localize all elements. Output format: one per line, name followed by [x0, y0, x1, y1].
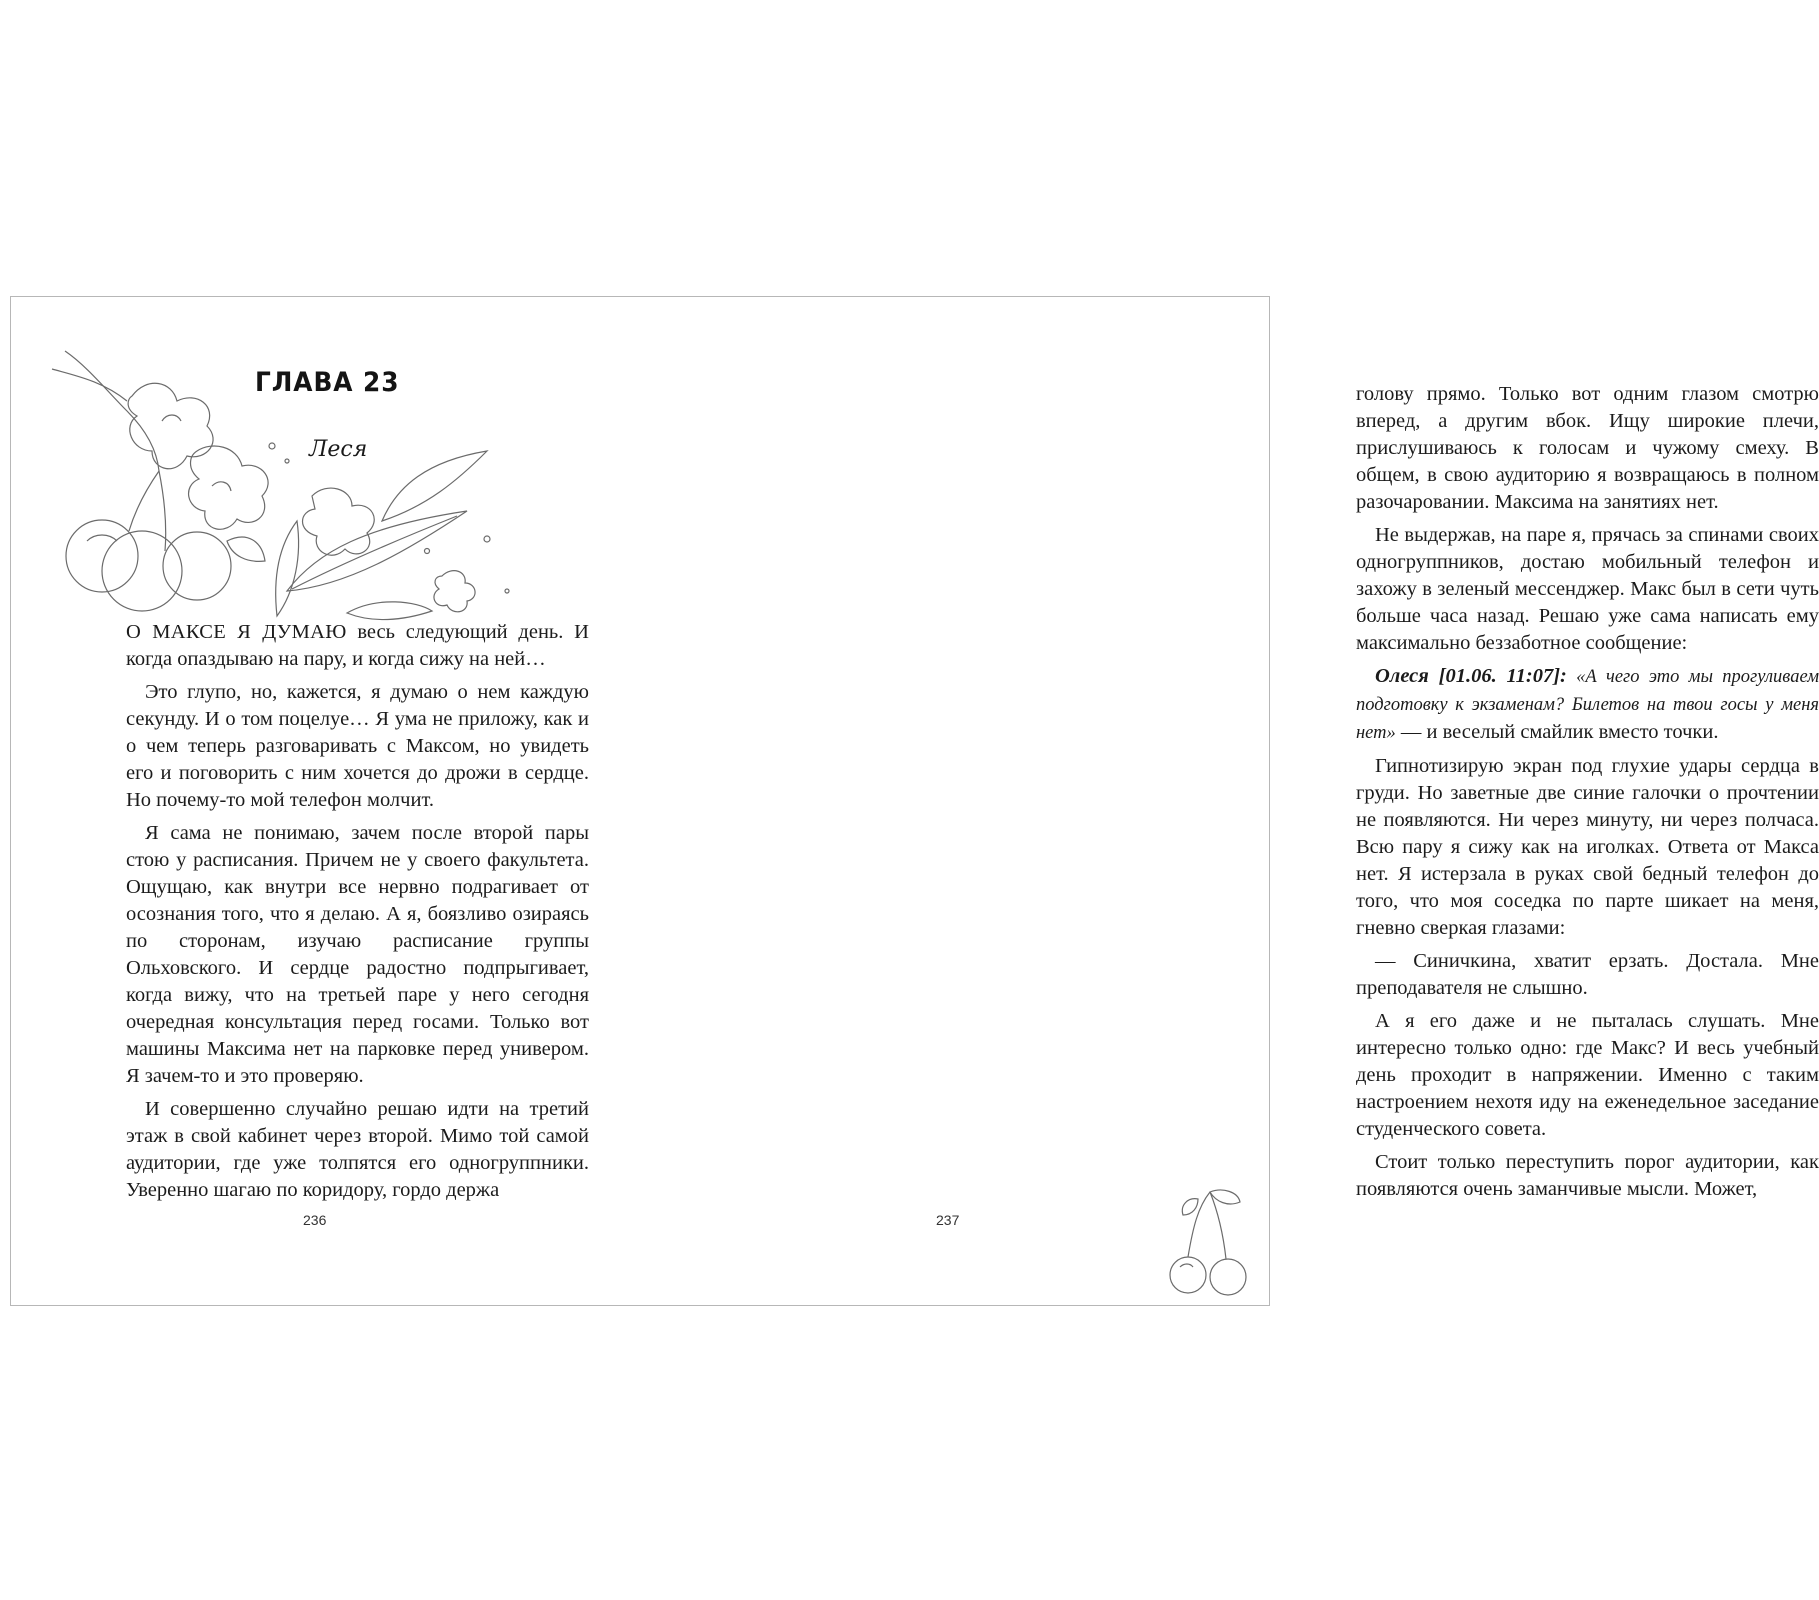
right-page-text — [1356, 381, 1819, 1209]
paragraph: Гипнотизирую экран под глухие удары сердца в груди. Но заветные две синие галочки о прочтении не появляются. Ни через минуту, ни через полчаса. Всю пару я сижу как на иголках. Ответа от Макса нет. Я истерзала в руках свой бедный телефон до того, что моя соседка по парте шикает на меня, гневно сверкая глазами: — [1356, 755, 1819, 939]
message-after: — и веселый смайлик вместо точки. — [1395, 721, 1719, 743]
paragraph: А я его даже и не пыталась слушать. Мне интересно только одно: где Макс? И весь учебный день проходит в напряжении. Именно с таким настроением нехотя иду на еженедельное заседание студенческого совета. — [1356, 1010, 1819, 1140]
cherry-icon — [1168, 1187, 1253, 1297]
paragraph: Я сама не понимаю, зачем после второй пары стою у расписания. Причем не у своего факультета. Ощущаю, как внутри все нервно подрагивает от осознания того, что я делаю. А я, боязливо озираясь по сторонам, изучаю расписание группы Ольховского. И сердце радостно подпрыгивает, когда вижу, что на третьей паре у него сегодня очередная консультация перед госами. Только вот машины Максима нет на парковке перед универом. Я зачем-то и это проверяю. — [126, 822, 589, 1087]
paragraph — [126, 619, 589, 673]
paragraph: голову прямо. Только вот одним глазом смотрю вперед, а другим вбок. Ищу широкие плечи, прислушиваюсь к голосам и чужому смеху. В общем, в свою аудиторию я возвращаюсь в полном разочаровании. Максима на занятиях нет. — [1356, 383, 1819, 513]
book-spread — [10, 296, 1819, 1306]
page-number: 236 — [303, 1212, 327, 1228]
paragraph: Не выдержав, на паре я, прячась за спинами своих одногруппников, достаю мобильный телефон и захожу в зеленый мессенджер. Макс был в сети чуть больше часа назад. Решаю уже сама написать ему максимально беззаботное сообщение: — [1356, 524, 1819, 654]
left-page — [11, 297, 641, 1305]
left-page-text — [126, 619, 589, 1210]
chapter-subtitle: Леся — [309, 437, 368, 462]
message-paragraph — [1356, 663, 1819, 747]
opening-rest: весь следующий день. И когда опаздываю на пару, и когда сижу на ней… — [126, 621, 589, 670]
message-text: «А чего это мы прогуливаем подготовку к экзаменам? Билетов на твои госы у меня нет» — [1356, 667, 1819, 743]
page-number: 237 — [936, 1212, 960, 1228]
right-page — [641, 297, 1819, 1305]
chapter-title: ГЛАВА 23 — [255, 367, 400, 398]
paragraph: Стоит только переступить порог аудитории, как появляются очень заманчивые мысли. Может, — [1356, 1151, 1819, 1200]
cherry-shape — [66, 520, 138, 592]
paragraph: — Синичкина, хватит ерзать. Достала. Мне преподавателя не слышно. — [1356, 950, 1819, 999]
paragraph: И совершенно случайно решаю идти на третий этаж в свой кабинет через второй. Мимо той самой аудитории, где уже толпятся его одногруппники. Уверенно шагаю по коридору, гордо держа — [126, 1098, 589, 1201]
paragraph: Это глупо, но, кажется, я думаю о нем каждую секунду. И о том поцелуе… Я ума не приложу, как и о чем теперь разговаривать с Максом, но увидеть его и поговорить с ним хочется до дрожи в сердце. Но почему-то мой телефон молчит. — [126, 681, 589, 811]
message-sender: Олеся [01.06. 11:07]: — [1375, 665, 1567, 687]
opening-caps: О МАКСЕ Я ДУМАЮ — [126, 621, 347, 643]
